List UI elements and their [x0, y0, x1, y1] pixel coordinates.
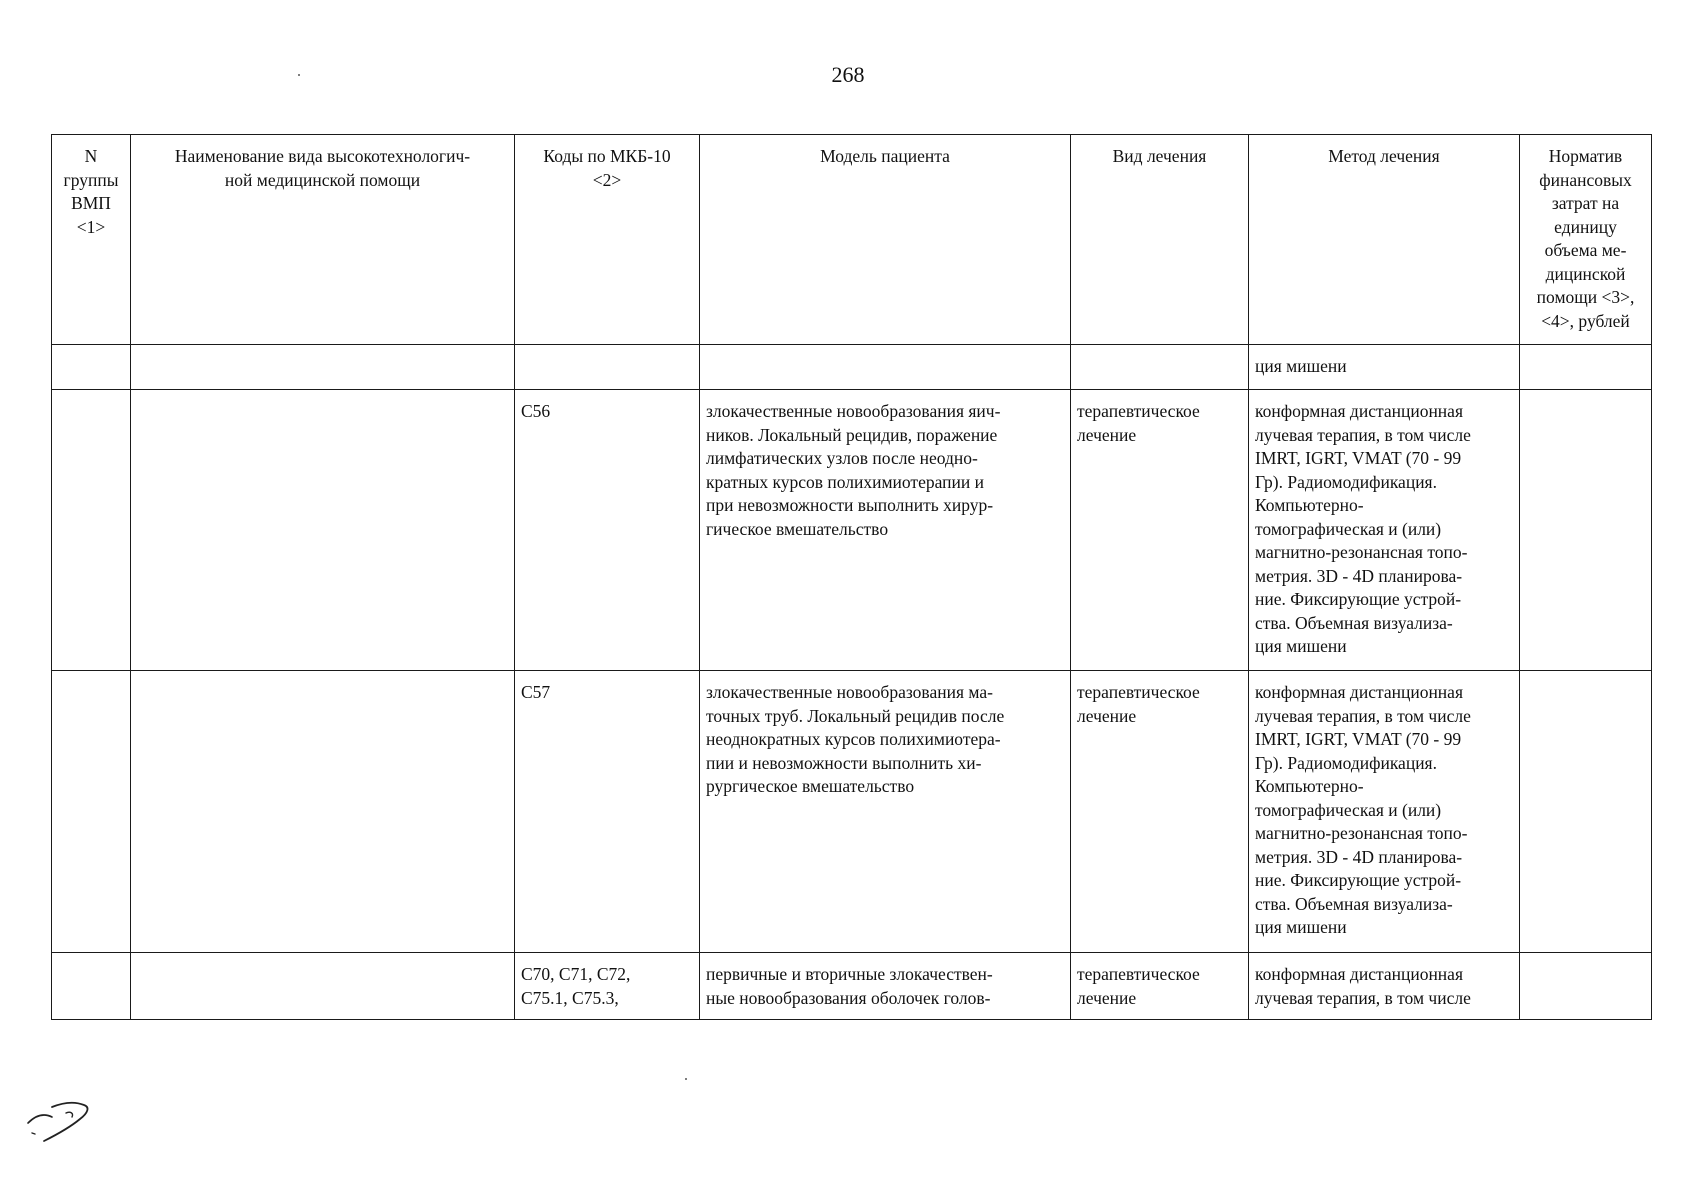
handwritten-initials-mark	[22, 1093, 102, 1153]
header-group-number: N группы ВМП <1>	[52, 135, 131, 345]
table-row	[52, 671, 1652, 953]
cell-patient-model	[700, 345, 1071, 390]
header-treatment-type: Вид лечения	[1071, 135, 1249, 345]
header-treatment-method: Метод лечения	[1249, 135, 1520, 345]
table-row	[52, 953, 1652, 1020]
table-row	[52, 390, 1652, 671]
cell-cost	[1520, 953, 1652, 1020]
vmp-table	[51, 134, 1652, 1020]
header-cost-standard: Норматив финансовых затрат на единицу объема ме- дицинской помощи <3>, <4>, рублей	[1520, 135, 1652, 345]
cell-group	[52, 953, 131, 1020]
cell-name	[131, 953, 515, 1020]
cell-patient-model: первичные и вторичные злокачествен- ные новообразования оболочек голов-	[700, 953, 1071, 1020]
cell-treatment-type: терапевтическое лечение	[1071, 671, 1249, 953]
cell-treatment-type: терапевтическое лечение	[1071, 390, 1249, 671]
cell-method: конформная дистанционная лучевая терапия, в том числе	[1249, 953, 1520, 1020]
cell-patient-model: злокачественные новообразования яич- ников. Локальный рецидив, поражение лимфатических узлов после неодно- кратных курсов полихимиотерапии и при невозможности выполнить хирур- гическое вмешательство	[700, 390, 1071, 671]
cell-cost	[1520, 671, 1652, 953]
cell-treatment-type	[1071, 345, 1249, 390]
cell-cost	[1520, 390, 1652, 671]
table-header-row	[52, 135, 1652, 345]
cell-method: ция мишени	[1249, 345, 1520, 390]
cell-codes: C56	[515, 390, 700, 671]
page-number: 268	[831, 62, 865, 87]
cell-cost	[1520, 345, 1652, 390]
cell-patient-model: злокачественные новообразования ма- точных труб. Локальный рецидив после неоднократных курсов полихимиотера- пии и невозможности выполнить хи- рургическое вмешательство	[700, 671, 1071, 953]
cell-codes	[515, 345, 700, 390]
cell-codes: C57	[515, 671, 700, 953]
cell-group	[52, 345, 131, 390]
cell-name	[131, 390, 515, 671]
header-care-type-name: Наименование вида высокотехнологич- ной медицинской помощи	[131, 135, 515, 345]
header-patient-model: Модель пациента	[700, 135, 1071, 345]
cell-group	[52, 390, 131, 671]
cell-method: конформная дистанционная лучевая терапия, в том числе IMRT, IGRT, VMAT (70 - 99 Гр). Радиомодификация. Компьютерно- томографическая и (или) магнитно-резонансная топо- метрия. 3D - 4D планирова- ние. Фиксирующие устрой- ства. Объемная визуализа- ция мишени	[1249, 671, 1520, 953]
header-icd10-codes: Коды по МКБ-10 <2>	[515, 135, 700, 345]
cell-group	[52, 671, 131, 953]
cell-name	[131, 345, 515, 390]
cell-treatment-type: терапевтическое лечение	[1071, 953, 1249, 1020]
cell-name	[131, 671, 515, 953]
scan-speck	[685, 1078, 687, 1080]
table-row	[52, 345, 1652, 390]
cell-method: конформная дистанционная лучевая терапия, в том числе IMRT, IGRT, VMAT (70 - 99 Гр). Радиомодификация. Компьютерно- томографическая и (или) магнитно-резонансная топо- метрия. 3D - 4D планирова- ние. Фиксирующие устрой- ства. Объемная визуализа- ция мишени	[1249, 390, 1520, 671]
cell-codes: C70, C71, C72, C75.1, C75.3,	[515, 953, 700, 1020]
scan-speck	[298, 74, 300, 76]
